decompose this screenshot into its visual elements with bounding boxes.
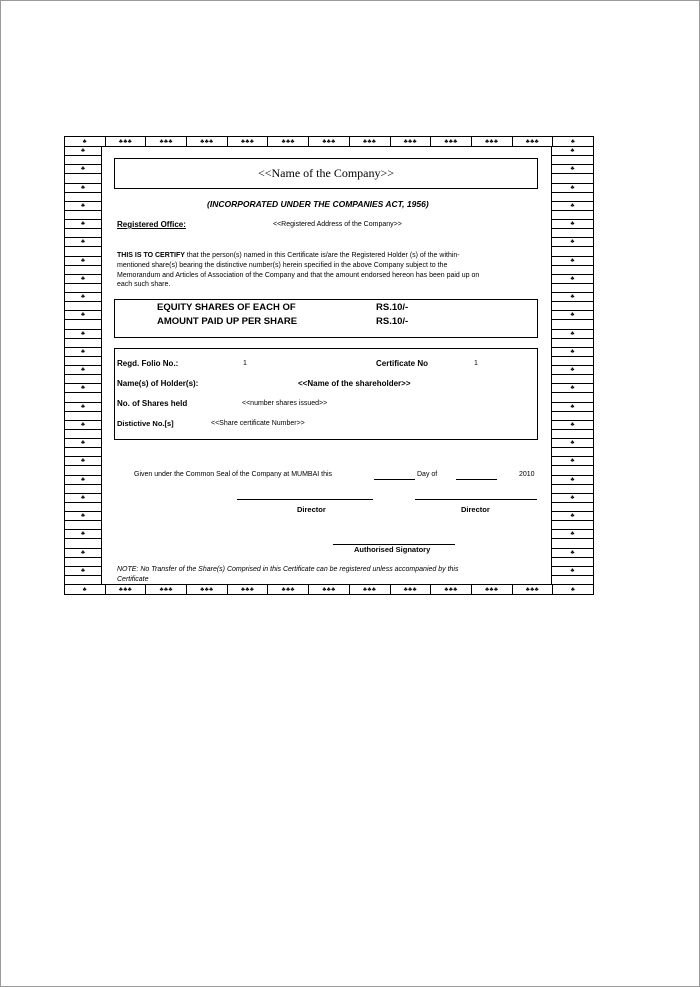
bottom-border-cell: ♣♣♣ (472, 585, 513, 594)
left-border-cell: ♣ (65, 293, 101, 302)
left-border-cell: ♣ (65, 439, 101, 448)
right-border-cell (552, 539, 593, 548)
left-border-cell (65, 375, 101, 384)
left-border-cell (65, 174, 101, 183)
equity-value: RS.10/- (376, 302, 409, 313)
left-border-cell: ♣ (65, 311, 101, 320)
left-border-cell (65, 229, 101, 238)
right-border-cell (552, 521, 593, 530)
director-left-label: Director (297, 505, 326, 514)
right-border-cell: ♣ (552, 275, 593, 284)
left-border-cell: ♣ (65, 184, 101, 193)
shares-held-label: No. of Shares held (117, 399, 188, 408)
right-border-cell: ♣ (552, 366, 593, 375)
left-border-cell (65, 503, 101, 512)
left-border-cell (65, 302, 101, 311)
common-seal-text: Given under the Common Seal of the Company at MUMBAI this (134, 471, 333, 478)
bottom-border-cell: ♣♣♣ (106, 585, 147, 594)
right-border-cell (552, 485, 593, 494)
right-border-cell: ♣ (552, 202, 593, 211)
bottom-border-cell: ♣ (65, 585, 106, 594)
right-border-cell (552, 302, 593, 311)
top-border-cell: ♣♣♣ (228, 137, 269, 146)
certify-line-2: mentioned share(s) bearing the distinctive number(s) herein specified in the above Company subject to the (117, 261, 448, 269)
certificate-no-label: Certificate No (376, 359, 429, 368)
right-border-cell (552, 576, 593, 584)
right-border-cell: ♣ (552, 147, 593, 156)
right-border-cell (552, 229, 593, 238)
certify-line-1: that the person(s) named in this Certificate is/are the Registered Holder (s) of the within- (184, 252, 460, 259)
top-border-cell: ♣♣♣ (106, 137, 147, 146)
left-border-cell: ♣ (65, 384, 101, 393)
certificate-no-value: 1 (474, 360, 478, 367)
top-border-strip (64, 136, 594, 147)
company-name-box (114, 158, 538, 189)
left-border-strip (64, 146, 102, 585)
top-border-cell: ♣♣♣ (472, 137, 513, 146)
bottom-border-cell: ♣♣♣ (187, 585, 228, 594)
right-border-cell (552, 375, 593, 384)
holder-label: Name(s) of Holder(s): (117, 379, 199, 388)
bottom-border-cell: ♣♣♣ (228, 585, 269, 594)
left-border-cell: ♣ (65, 476, 101, 485)
top-border-cell: ♣♣♣ (513, 137, 554, 146)
incorporation-line: (INCORPORATED UNDER THE COMPANIES ACT, 1956) (207, 199, 429, 209)
company-name: <<Name of the Company>> (257, 166, 395, 180)
left-border-cell (65, 211, 101, 220)
left-border-cell: ♣ (65, 549, 101, 558)
month-blank-line (456, 479, 497, 480)
certify-line-4: each such share. (117, 281, 171, 289)
left-border-cell: ♣ (65, 512, 101, 521)
left-border-cell (65, 448, 101, 457)
left-border-cell (65, 393, 101, 402)
right-border-cell (552, 558, 593, 567)
certify-line-3: Memorandum and Articles of Association of the Company and that the amount endorsed hereon has been paid up on (117, 271, 480, 279)
left-border-cell: ♣ (65, 330, 101, 339)
left-border-cell: ♣ (65, 220, 101, 229)
right-border-cell: ♣ (552, 530, 593, 539)
top-border-cell: ♣ (570, 138, 576, 145)
left-border-cell: ♣ (65, 202, 101, 211)
authorised-signatory-label: Authorised Signatory (354, 545, 431, 554)
top-border-cell: ♣♣♣ (268, 137, 309, 146)
day-blank-line (374, 479, 415, 480)
right-border-cell: ♣ (552, 494, 593, 503)
right-border-cell: ♣ (552, 512, 593, 521)
right-border-cell (552, 266, 593, 275)
right-border-cell: ♣ (552, 384, 593, 393)
bottom-border-cell: ♣♣♣ (146, 585, 187, 594)
right-border-cell (552, 211, 593, 220)
bottom-border-cell: ♣♣♣ (431, 585, 472, 594)
top-border-cell: ♣♣♣ (431, 137, 472, 146)
top-border-cell: ♣♣♣ (350, 137, 391, 146)
note-line-1: NOTE: No Transfer of the Share(s) Comprised in this Certificate can be registered unless accompanied by this (117, 566, 459, 573)
director-left-signature-line (237, 499, 373, 500)
bottom-border-cell: ♣♣♣ (268, 585, 309, 594)
left-border-cell (65, 466, 101, 475)
registered-office-label: Registered Office: (117, 220, 186, 229)
left-border-cell (65, 539, 101, 548)
right-border-cell: ♣ (552, 403, 593, 412)
right-border-strip (551, 146, 594, 585)
left-border-cell (65, 320, 101, 329)
top-border-cell: ♣♣♣ (309, 137, 350, 146)
left-border-cell (65, 266, 101, 275)
year-value: 2010 (519, 471, 535, 478)
certify-lead: THIS IS TO CERTIFY (117, 252, 185, 259)
right-border-cell (552, 448, 593, 457)
left-border-cell: ♣ (65, 147, 101, 156)
folio-label: Regd. Folio No.: (117, 359, 179, 368)
left-border-cell: ♣ (65, 403, 101, 412)
right-border-cell (552, 320, 593, 329)
right-border-cell (552, 430, 593, 439)
left-border-cell (65, 284, 101, 293)
bottom-border-cell: ♣♣♣ (350, 585, 391, 594)
right-border-cell (552, 174, 593, 183)
right-border-cell: ♣ (552, 311, 593, 320)
distinctive-label: Distictive No.[s] (117, 419, 174, 428)
right-border-cell (552, 193, 593, 202)
right-border-cell: ♣ (552, 184, 593, 193)
right-border-cell (552, 412, 593, 421)
left-border-cell (65, 576, 101, 584)
right-border-cell: ♣ (552, 457, 593, 466)
right-border-cell (552, 503, 593, 512)
right-border-cell: ♣ (552, 293, 593, 302)
right-border-cell: ♣ (552, 476, 593, 485)
left-border-cell: ♣ (65, 530, 101, 539)
bottom-border-cell: ♣♣♣ (513, 585, 554, 594)
left-border-cell: ♣ (65, 567, 101, 576)
left-border-cell (65, 558, 101, 567)
right-border-cell: ♣ (552, 257, 593, 266)
right-border-cell: ♣ (552, 348, 593, 357)
equity-label: EQUITY SHARES OF EACH OF (157, 302, 296, 313)
left-border-cell (65, 412, 101, 421)
left-border-cell: ♣ (65, 494, 101, 503)
shares-held-value: <<number shares issued>> (242, 400, 328, 407)
right-border-cell (552, 284, 593, 293)
left-border-cell: ♣ (65, 275, 101, 284)
right-border-cell (552, 339, 593, 348)
bottom-border-cell: ♣♣♣ (391, 585, 432, 594)
distinctive-value: <<Share certificate Number>> (211, 420, 305, 427)
left-border-cell: ♣ (65, 165, 101, 174)
day-of-label: Day of (417, 471, 438, 478)
transfer-note (117, 565, 458, 584)
left-border-cell (65, 357, 101, 366)
left-border-cell (65, 485, 101, 494)
right-border-cell: ♣ (552, 439, 593, 448)
right-border-cell (552, 156, 593, 165)
note-line-2: Certificate (117, 575, 149, 583)
right-border-cell: ♣ (552, 549, 593, 558)
right-border-cell (552, 393, 593, 402)
director-right-label: Director (461, 505, 490, 514)
bottom-border-cell: ♣ (570, 586, 576, 593)
share-certificate (64, 136, 594, 596)
left-border-cell: ♣ (65, 421, 101, 430)
right-border-cell: ♣ (552, 220, 593, 229)
director-right-signature-line (415, 499, 537, 500)
right-border-cell: ♣ (552, 330, 593, 339)
top-border-cell: ♣♣♣ (187, 137, 228, 146)
left-border-cell: ♣ (65, 238, 101, 247)
holder-value: <<Name of the shareholder>> (298, 379, 411, 388)
left-border-cell: ♣ (65, 366, 101, 375)
left-border-cell: ♣ (65, 457, 101, 466)
left-border-cell (65, 430, 101, 439)
bottom-border-strip (64, 584, 594, 595)
left-border-cell (65, 521, 101, 530)
left-border-cell: ♣ (65, 348, 101, 357)
certify-paragraph (117, 251, 479, 290)
bottom-border-cell: ♣♣♣ (309, 585, 350, 594)
paid-up-value: RS.10/- (376, 316, 409, 327)
right-border-cell: ♣ (552, 421, 593, 430)
left-border-cell (65, 193, 101, 202)
top-border-cell: ♣ (65, 137, 106, 146)
paid-up-label: AMOUNT PAID UP PER SHARE (157, 316, 298, 327)
left-border-cell (65, 339, 101, 348)
left-border-cell (65, 156, 101, 165)
right-border-cell: ♣ (552, 165, 593, 174)
left-border-cell (65, 247, 101, 256)
right-border-cell (552, 466, 593, 475)
registered-office-value: <<Registered Address of the Company>> (273, 221, 402, 228)
right-border-cell: ♣ (552, 238, 593, 247)
right-border-cell (552, 357, 593, 366)
top-border-cell: ♣♣♣ (146, 137, 187, 146)
right-border-cell: ♣ (552, 567, 593, 576)
left-border-cell: ♣ (65, 257, 101, 266)
top-border-cell: ♣♣♣ (391, 137, 432, 146)
folio-value: 1 (243, 360, 247, 367)
right-border-cell (552, 247, 593, 256)
